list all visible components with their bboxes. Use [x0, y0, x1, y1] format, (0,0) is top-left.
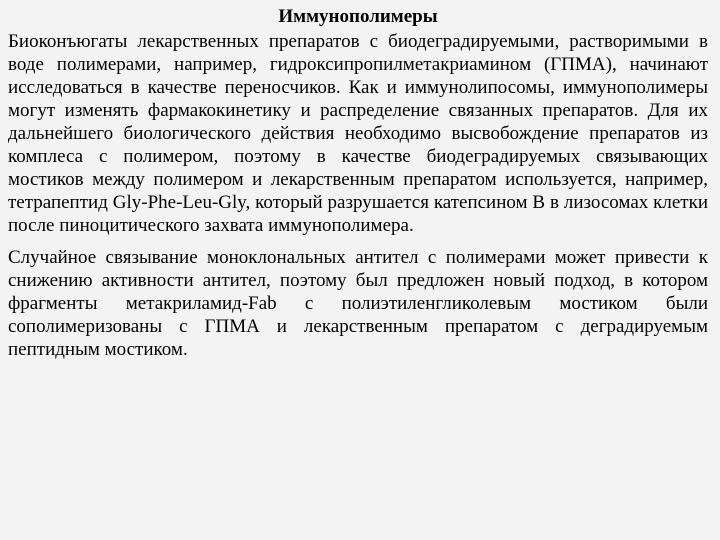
page-title: Иммунополимеры	[278, 6, 438, 27]
paragraph-2: Случайное связывание моноклональных антител с полимерами может привести к снижению активности антител, поэтому был предложен новый подход, в котором фрагменты метакриламид-Fab с полиэтиленгликолевым мостиком были сополимеризованы с ГПМА и лекарственным препаратом с деградируемым пептидным мостиком.	[8, 247, 708, 360]
paragraph-1: Биоконъюгаты лекарственных препаратов с биодеградируемыми, растворимыми в воде полимерами, например, гидроксипропилметакриамином (ГПМА), начинают исследоваться в качестве переносчиков. Как и иммунолипосомы, иммунополимеры могут изменять фармакокинетику и распределение связанных препаратов. Для их дальнейшего биологического действия необходимо высвобождение препаратов из комплеса с полимером, поэтому в качестве биодеградируемых связывающих мостиков между полимером и лекарственным препаратом используется, например, тетрапептид Gly-Phe-Leu-Gly, который разрушается катепсином В в лизосомах клетки после пиноцитического захвата иммунополимера.	[8, 31, 708, 236]
